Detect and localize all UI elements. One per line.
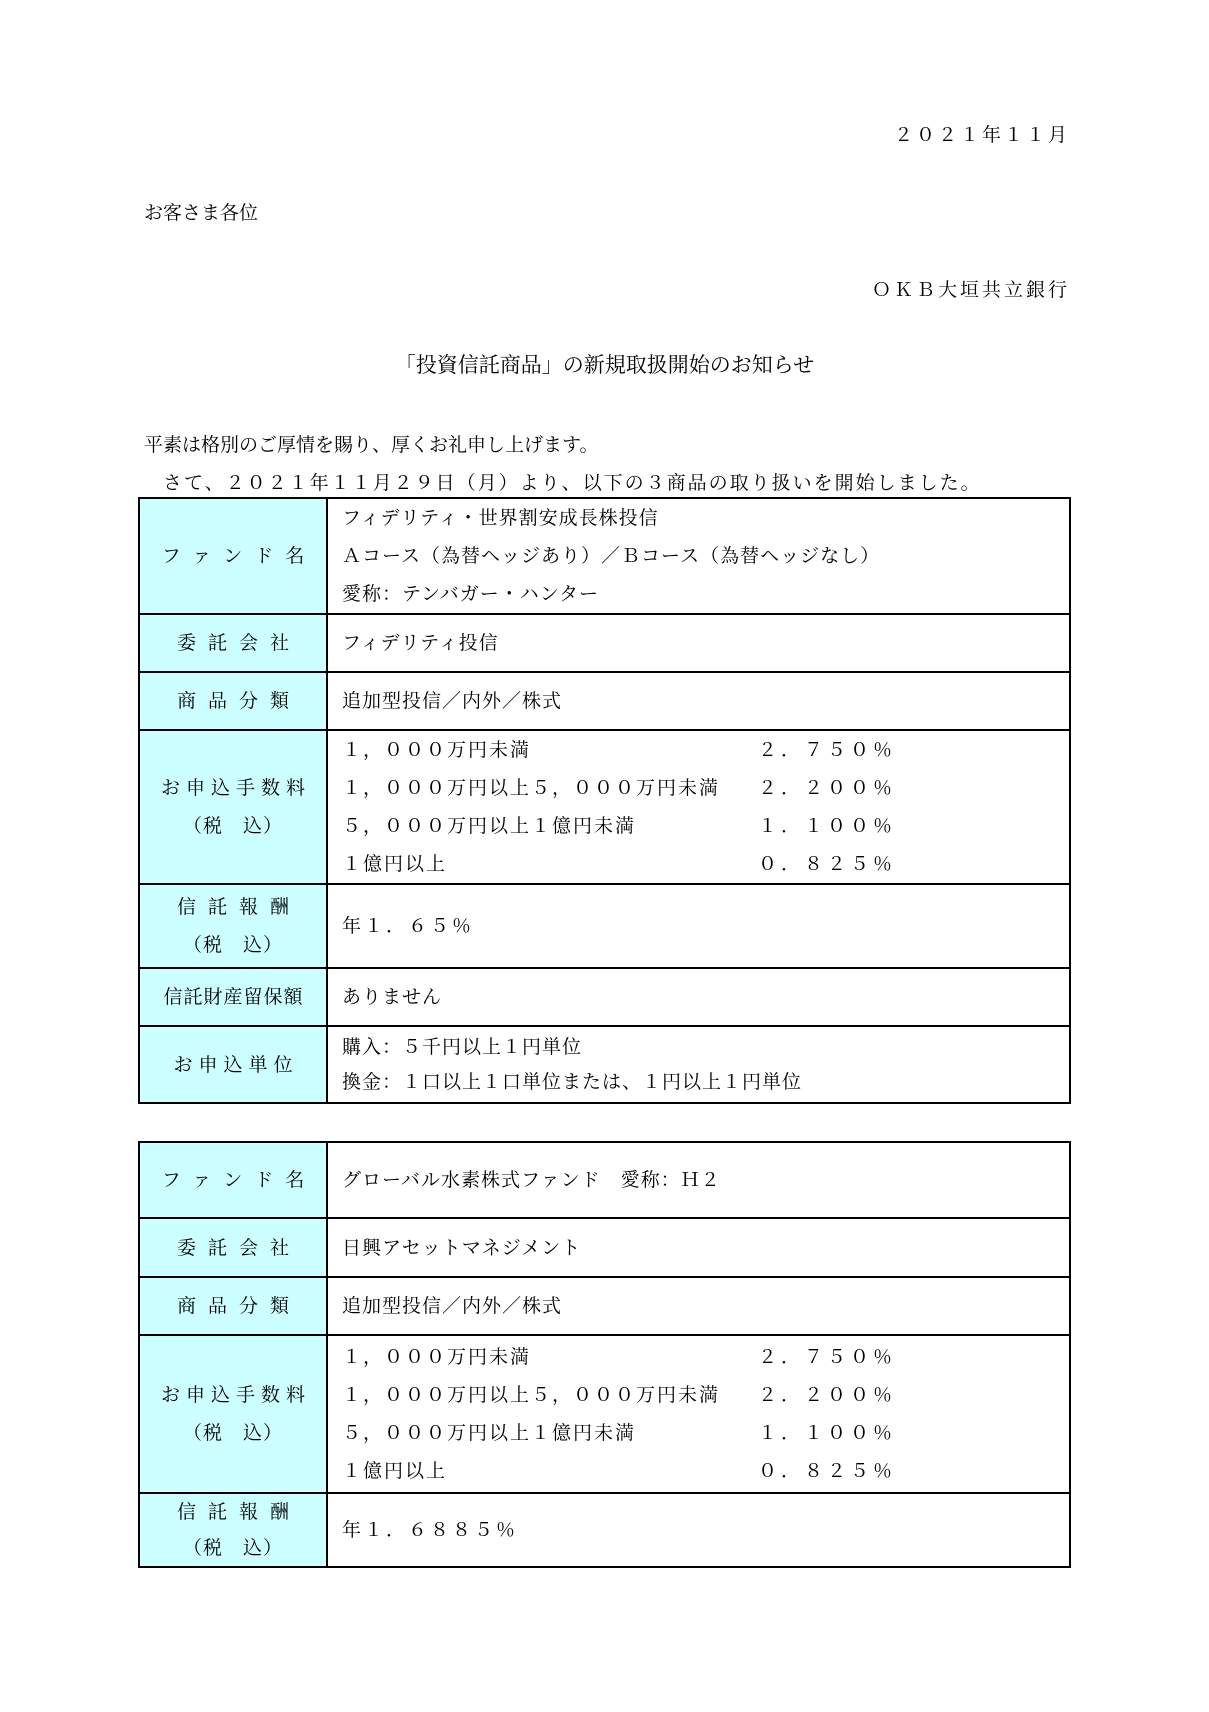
greeting-line-2: さて、２０２１年１１月２９日（月）より、以下の３商品の取り扱いを開始しました。	[163, 472, 982, 494]
label-company	[139, 614, 327, 672]
label-trust-fee	[139, 884, 327, 968]
fee-rate: ０．８２５％	[758, 1460, 897, 1482]
row-fee	[139, 730, 1070, 884]
trust-fee-text: 年１．６８８５％	[342, 1519, 519, 1541]
label-text: ファンド名	[161, 545, 317, 567]
salutation: お客さま各位	[144, 202, 259, 224]
row-category	[139, 1277, 1070, 1335]
fee-rate: ０．８２５％	[758, 853, 897, 875]
fee-rate: １．１００％	[758, 1422, 897, 1444]
greeting-line-1: 平素は格別のご厚情を賜り、厚くお礼申し上げます。	[144, 434, 599, 456]
label-fund-name	[139, 498, 327, 614]
fee-rate: ２．７５０％	[758, 739, 897, 761]
document-date: ２０２１年１１月	[893, 124, 1070, 146]
fee-tier	[342, 731, 1069, 769]
value-company	[327, 614, 1070, 672]
label-text: 委託会社	[176, 1236, 301, 1259]
label-category	[139, 672, 327, 730]
label-unit	[139, 1026, 327, 1103]
label-text: 信託財産留保額	[163, 986, 304, 1008]
label-text: 商品分類	[176, 1295, 301, 1317]
unit-line: 換金：１口以上１口単位または、１円以上１円単位	[342, 1070, 803, 1093]
row-trust-fee	[139, 1493, 1070, 1567]
label-retention	[139, 968, 327, 1026]
row-retention	[139, 968, 1070, 1026]
label-subtext: （税 込）	[182, 934, 283, 956]
fund-table-1	[138, 497, 1071, 1104]
label-fee	[139, 730, 327, 884]
value-category	[327, 1277, 1070, 1335]
fee-tier	[342, 1376, 1069, 1414]
document-title: 「投資信託商品」の新規取扱開始のお知らせ	[394, 353, 815, 377]
fund-name-line: Ａコース（為替ヘッジあり）／Ｂコース（為替ヘッジなし）	[342, 545, 881, 567]
fee-condition: １，０００万円以上５，０００万円未満	[342, 1384, 721, 1406]
fee-condition: １，０００万円以上５，０００万円未満	[342, 777, 721, 799]
label-fee	[139, 1335, 327, 1493]
fund-name-line: グローバル水素株式ファンド 愛称：Ｈ２	[342, 1169, 721, 1191]
fund-name-line: 愛称：テンバガー・ハンター	[342, 583, 599, 605]
label-fund-name	[139, 1142, 327, 1218]
fee-tier	[342, 807, 1069, 845]
value-unit	[327, 1026, 1070, 1103]
fee-rate: ２．２００％	[758, 777, 897, 799]
row-company	[139, 614, 1070, 672]
row-fund-name	[139, 1142, 1070, 1218]
row-company	[139, 1218, 1070, 1277]
value-fee	[327, 730, 1070, 884]
value-company	[327, 1218, 1070, 1277]
row-fee	[139, 1335, 1070, 1493]
company-text: 日興アセットマネジメント	[342, 1236, 582, 1259]
value-category	[327, 672, 1070, 730]
fee-tier	[342, 1414, 1069, 1452]
label-text: 信託報酬	[176, 896, 301, 918]
retention-text: ありません	[342, 986, 443, 1008]
label-subtext: （税 込）	[182, 815, 283, 837]
label-company	[139, 1218, 327, 1277]
fee-tier	[342, 769, 1069, 807]
fee-tier	[342, 1452, 1069, 1490]
fee-condition: ５，０００万円以上１億円未満	[342, 815, 637, 837]
value-fund-name	[327, 498, 1070, 614]
trust-fee-text: 年１．６５％	[342, 915, 475, 937]
row-fund-name	[139, 498, 1070, 614]
label-text: 信託報酬	[176, 1501, 301, 1523]
label-category	[139, 1277, 327, 1335]
value-trust-fee	[327, 884, 1070, 968]
sender-name: ＯＫＢ大垣共立銀行	[871, 279, 1070, 301]
label-text: お申込手数料	[160, 777, 311, 799]
company-text: フィデリティ投信	[342, 632, 499, 654]
fee-rate: ２．２００％	[758, 1384, 897, 1406]
row-category	[139, 672, 1070, 730]
unit-line: 購入：５千円以上１円単位	[342, 1035, 583, 1058]
fee-rate: １．１００％	[758, 815, 897, 837]
value-trust-fee	[327, 1493, 1070, 1567]
label-text: お申込単位	[173, 1053, 299, 1076]
value-retention	[327, 968, 1070, 1026]
value-fund-name	[327, 1142, 1070, 1218]
label-text: 委託会社	[176, 632, 301, 654]
label-text: お申込手数料	[160, 1384, 311, 1406]
fee-rate: ２．７５０％	[758, 1346, 897, 1368]
fee-condition: １，０００万円未満	[342, 1346, 532, 1368]
row-trust-fee	[139, 884, 1070, 968]
fee-condition: １，０００万円未満	[342, 739, 532, 761]
category-text: 追加型投信／内外／株式	[342, 1295, 563, 1317]
label-text: 商品分類	[176, 690, 301, 712]
label-subtext: （税 込）	[182, 1422, 283, 1444]
fund-name-line: フィデリティ・世界割安成長株投信	[342, 507, 659, 529]
label-subtext: （税 込）	[182, 1537, 283, 1559]
fee-condition: ５，０００万円以上１億円未満	[342, 1422, 637, 1444]
category-text: 追加型投信／内外／株式	[342, 690, 563, 712]
fee-tier	[342, 845, 1069, 883]
row-unit	[139, 1026, 1070, 1103]
fee-condition: １億円以上	[342, 1460, 448, 1482]
fund-table-2	[138, 1141, 1071, 1568]
label-trust-fee	[139, 1493, 327, 1567]
label-text: ファンド名	[161, 1169, 317, 1191]
value-fee	[327, 1335, 1070, 1493]
fee-tier	[342, 1338, 1069, 1376]
fee-condition: １億円以上	[342, 853, 448, 875]
